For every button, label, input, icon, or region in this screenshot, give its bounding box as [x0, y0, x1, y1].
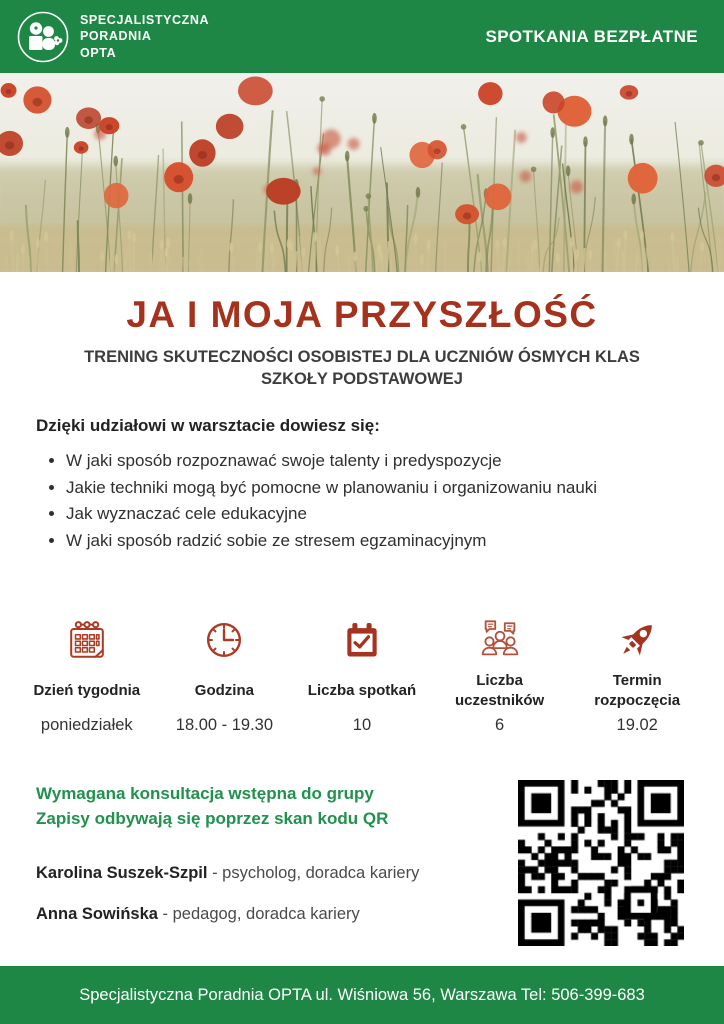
- benefits-heading: Dzięki udziałowi w warsztacie dowiesz się:: [36, 416, 380, 436]
- detail-value: 19.02: [616, 715, 658, 734]
- staff-name: Anna Sowińska: [36, 904, 158, 923]
- detail-column-weekday: [18, 616, 156, 735]
- staff-entry: [36, 864, 476, 883]
- staff-role: - psycholog, doradca kariery: [212, 863, 420, 882]
- benefits-section: [36, 416, 688, 556]
- poppy-field-photo: [0, 73, 724, 272]
- people-logo-icon: [16, 10, 70, 64]
- signup-note-line1: Wymagana konsultacja wstępna do grupy: [36, 783, 374, 803]
- free-meetings-badge: SPOTKANIA BEZPŁATNE: [485, 26, 698, 46]
- poppy-field-illustration: [0, 73, 724, 272]
- detail-label: Liczba spotkań: [307, 681, 417, 699]
- logo-line-3: OPTA: [80, 45, 117, 60]
- staff-name: Karolina Suszek-Szpil: [36, 863, 208, 882]
- page-subtitle: TRENING SKUTECZNOŚCI OSOBISTEJ DLA UCZNIÓW ÓSMYCH KLAS SZKOŁY PODSTAWOWEJ: [84, 347, 640, 388]
- logo: [16, 10, 209, 64]
- staff-entry: [36, 905, 476, 924]
- top-bar: [0, 0, 724, 73]
- detail-label: Godzina: [194, 681, 254, 699]
- list-item: • Jakie techniki mogą być pomocne w planowaniu i organizowaniu nauki: [66, 476, 688, 501]
- people-icon: [477, 617, 523, 663]
- clover-icon: [54, 36, 62, 45]
- logo-text: [80, 12, 209, 61]
- signup-note-line2: Zapisy odbywają się poprzez skan kodu QR: [36, 809, 389, 829]
- signup-section: [36, 781, 476, 924]
- clock-icon: [201, 617, 247, 663]
- calendar-check-icon: [340, 618, 384, 662]
- qr-code: [518, 780, 684, 946]
- list-item: • W jaki sposób rozpoznawać swoje talenty i predyspozycje: [66, 449, 688, 474]
- detail-column-start-date: [568, 616, 706, 735]
- detail-label: Dzień tygodnia: [33, 681, 141, 699]
- footer-bar: [0, 966, 724, 1024]
- details-row: [18, 616, 706, 735]
- detail-value: 18.00 - 19.30: [175, 715, 274, 734]
- list-item: • Jak wyznaczać cele edukacyjne: [66, 502, 688, 527]
- benefits-list: [36, 449, 688, 554]
- detail-value: 6: [494, 715, 505, 734]
- detail-value: poniedziałek: [40, 715, 133, 734]
- rocket-icon: [613, 616, 661, 664]
- logo-line-2: PORADNIA: [80, 29, 152, 44]
- calendar-icon: [64, 617, 110, 663]
- footer-text: Specjalistyczna Poradnia OPTA ul. Wiśniowa 56, Warszawa Tel: 506-399-683: [79, 985, 645, 1004]
- detail-label: Liczba uczestników: [454, 672, 545, 709]
- detail-value: 10: [352, 715, 372, 734]
- detail-column-participants: [431, 616, 569, 735]
- logo-line-1: SPECJALISTYCZNA: [80, 13, 210, 28]
- detail-column-sessions: [293, 616, 431, 735]
- staff-role: - pedagog, doradca kariery: [162, 904, 360, 923]
- list-item: • W jaki sposób radzić sobie ze stresem egzaminacyjnym: [66, 529, 688, 554]
- detail-column-time: [156, 616, 294, 735]
- detail-label: Termin rozpoczęcia: [594, 672, 681, 709]
- page-title: JA I MOJA PRZYSZŁOŚĆ: [126, 294, 598, 335]
